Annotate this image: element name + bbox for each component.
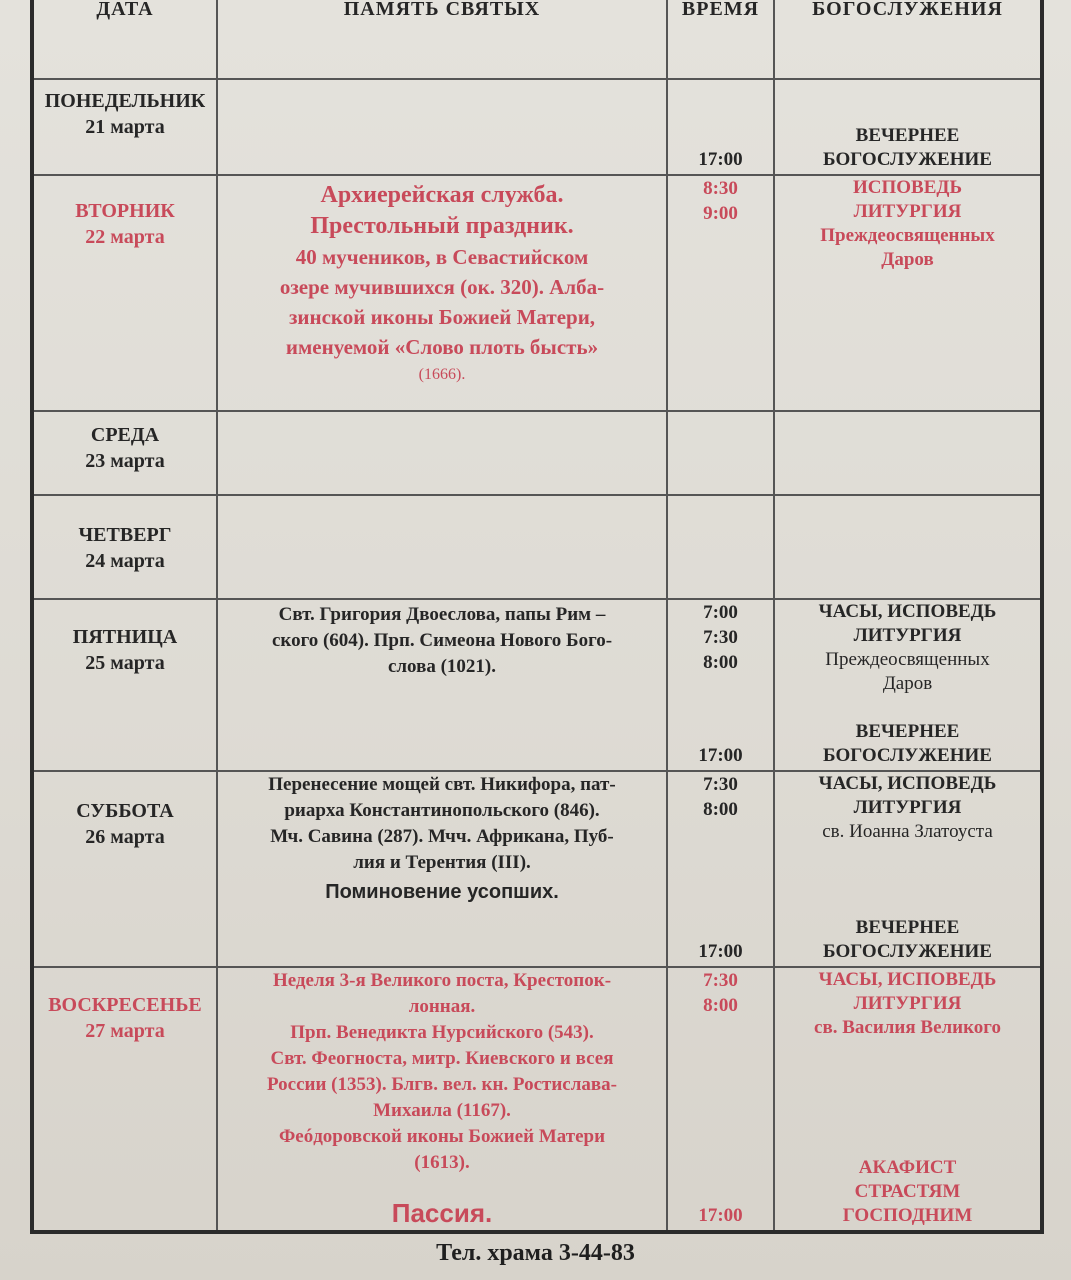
day-name: СРЕДА	[90, 424, 160, 446]
day-name: ЧЕТВЕРГ	[78, 524, 172, 546]
day-date: 26 марта	[85, 826, 165, 848]
saints-cell	[217, 79, 667, 175]
service-line: ВЕЧЕРНЕЕ	[855, 721, 960, 742]
day-name: ПОНЕДЕЛЬНИК	[44, 90, 206, 112]
time-value: 8:30	[703, 178, 738, 199]
header-row	[32, 0, 1042, 79]
time-value: 7:30	[703, 970, 738, 991]
time-value: 8:00	[703, 799, 738, 820]
service-line: БОГОСЛУЖЕНИЕ	[823, 149, 992, 170]
service-line: БОГОСЛУЖЕНИЕ	[823, 745, 992, 766]
service-cell	[774, 495, 1042, 599]
saints-line: именуемой «Слово плоть бысть»	[285, 335, 599, 359]
evening-time: 17:00	[698, 1205, 743, 1226]
time-value: 9:00	[703, 203, 738, 224]
commemoration-note: Поминовение усопших.	[325, 881, 559, 903]
saints-cell	[217, 771, 667, 967]
time-value: 7:30	[703, 627, 738, 648]
saints-cell	[217, 495, 667, 599]
day-name: ВТОРНИК	[75, 200, 175, 222]
evening-time: 17:00	[698, 941, 743, 962]
service-line: ГОСПОДНИМ	[842, 1205, 973, 1226]
day-cell	[32, 411, 217, 495]
saints-line: Прп. Венедикта Нурсийского (543).	[290, 1022, 594, 1043]
header-saints: ПАМЯТЬ СВЯТЫХ	[217, 0, 667, 79]
passion-note: Пассия.	[391, 1198, 493, 1228]
saints-line: лонная.	[408, 996, 476, 1017]
time-value: 7:30	[703, 774, 738, 795]
header-date: ДАТА	[32, 0, 217, 79]
day-date: 27 марта	[85, 1020, 165, 1042]
evening-service	[775, 124, 1040, 172]
evening-service	[775, 1156, 1040, 1228]
service-line: АКАФИСТ	[858, 1157, 957, 1178]
day-date: 21 марта	[85, 116, 165, 138]
day-date: 25 марта	[85, 652, 165, 674]
saints-cell	[217, 967, 667, 1232]
service-line: ЛИТУРГИЯ	[853, 993, 962, 1014]
row-tuesday	[32, 175, 1042, 411]
time-cell	[667, 967, 774, 1232]
time-value: 8:00	[703, 995, 738, 1016]
service-line: ИСПОВЕДЬ	[852, 177, 963, 198]
day-date: 23 марта	[85, 450, 165, 472]
saints-cell	[217, 175, 667, 411]
service-line: Даров	[881, 249, 934, 270]
service-line: ВЕЧЕРНЕЕ	[855, 125, 960, 146]
saints-line: риарха Константинопольского (846).	[284, 800, 600, 821]
time-cell	[667, 175, 774, 411]
service-line: ЛИТУРГИЯ	[853, 797, 962, 818]
day-name: ВОСКРЕСЕНЬЕ	[48, 994, 202, 1016]
day-name: ПЯТНИЦА	[72, 626, 178, 648]
service-line: ЧАСЫ, ИСПОВЕДЬ	[818, 969, 997, 990]
saints-line: Архиерейская служба.	[320, 182, 564, 208]
service-cell	[774, 79, 1042, 175]
saints-line: лия и Терентия (III).	[353, 852, 531, 873]
day-cell	[32, 967, 217, 1232]
day-cell	[32, 175, 217, 411]
time-value: 8:00	[703, 652, 738, 673]
saints-line: Престольный праздник.	[310, 213, 574, 239]
row-thursday	[32, 495, 1042, 599]
service-cell	[774, 175, 1042, 411]
time-cell	[667, 771, 774, 967]
temple-phone: Тел. храма 3-44-83	[436, 1240, 635, 1266]
saints-line: (1613).	[414, 1152, 470, 1173]
evening-service	[775, 720, 1040, 768]
row-monday	[32, 79, 1042, 175]
saints-line: Свт. Феогноста, митр. Киевского и всея	[270, 1048, 614, 1069]
saints-cell	[217, 411, 667, 495]
service-line: св. Иоанна Златоуста	[822, 821, 993, 842]
saints-line: 40 мучеников, в Севастийском	[295, 245, 589, 269]
time-cell	[667, 79, 774, 175]
saints-line: Феóдоровской иконы Божией Матери	[278, 1126, 606, 1147]
service-cell	[774, 599, 1042, 771]
evening-time: 17:00	[698, 149, 743, 170]
service-cell	[774, 411, 1042, 495]
header-services: БОГОСЛУЖЕНИЯ	[774, 0, 1042, 79]
service-line: ЛИТУРГИЯ	[853, 625, 962, 646]
row-wednesday	[32, 411, 1042, 495]
row-sunday	[32, 967, 1042, 1232]
saints-line: озере мучившихся (ок. 320). Алба-	[279, 275, 605, 299]
saints-line: ского (604). Прп. Симеона Нового Бого-	[271, 630, 613, 651]
saints-line: Неделя 3-я Великого поста, Крестопок-	[272, 970, 612, 991]
day-date: 24 марта	[85, 550, 165, 572]
saints-line: слова (1021).	[387, 656, 497, 677]
saints-line: Михаила (1167).	[373, 1100, 511, 1121]
service-line: ЛИТУРГИЯ	[853, 201, 962, 222]
day-date: 22 марта	[85, 226, 165, 248]
row-saturday	[32, 771, 1042, 967]
service-line: БОГОСЛУЖЕНИЕ	[823, 941, 992, 962]
day-cell	[32, 79, 217, 175]
day-name: СУББОТА	[76, 800, 174, 822]
service-line: Преждеосвященных	[820, 225, 995, 246]
row-friday	[32, 599, 1042, 771]
service-line: СТРАСТЯМ	[854, 1181, 961, 1202]
service-cell	[774, 967, 1042, 1232]
service-line: Даров	[882, 673, 933, 694]
service-cell	[774, 771, 1042, 967]
service-line: ЧАСЫ, ИСПОВЕДЬ	[818, 773, 997, 794]
saints-line: Свт. Григория Двоеслова, папы Рим –	[278, 604, 606, 625]
saints-line: Перенесение мощей свт. Никифора, пат-	[268, 774, 616, 795]
time-cell	[667, 495, 774, 599]
time-cell	[667, 599, 774, 771]
header-time: ВРЕМЯ	[667, 0, 774, 79]
service-line: Преждеосвященных	[825, 649, 990, 670]
day-cell	[32, 495, 217, 599]
service-line: ВЕЧЕРНЕЕ	[855, 917, 960, 938]
day-cell	[32, 771, 217, 967]
evening-service	[775, 916, 1040, 964]
service-line: ЧАСЫ, ИСПОВЕДЬ	[818, 601, 997, 622]
saints-line: Мч. Савина (287). Мчч. Африкана, Пуб-	[270, 826, 614, 847]
saints-line: зинской иконы Божией Матери,	[288, 305, 596, 329]
saints-line: России (1353). Блгв. вел. кн. Ростислава-	[267, 1074, 617, 1095]
time-value: 7:00	[703, 602, 738, 623]
saints-cell	[217, 599, 667, 771]
day-cell	[32, 599, 217, 771]
time-cell	[667, 411, 774, 495]
evening-time: 17:00	[698, 745, 743, 766]
schedule-table	[30, 0, 1044, 1234]
service-line: св. Василия Великого	[814, 1017, 1001, 1038]
saints-line: (1666).	[418, 366, 466, 383]
